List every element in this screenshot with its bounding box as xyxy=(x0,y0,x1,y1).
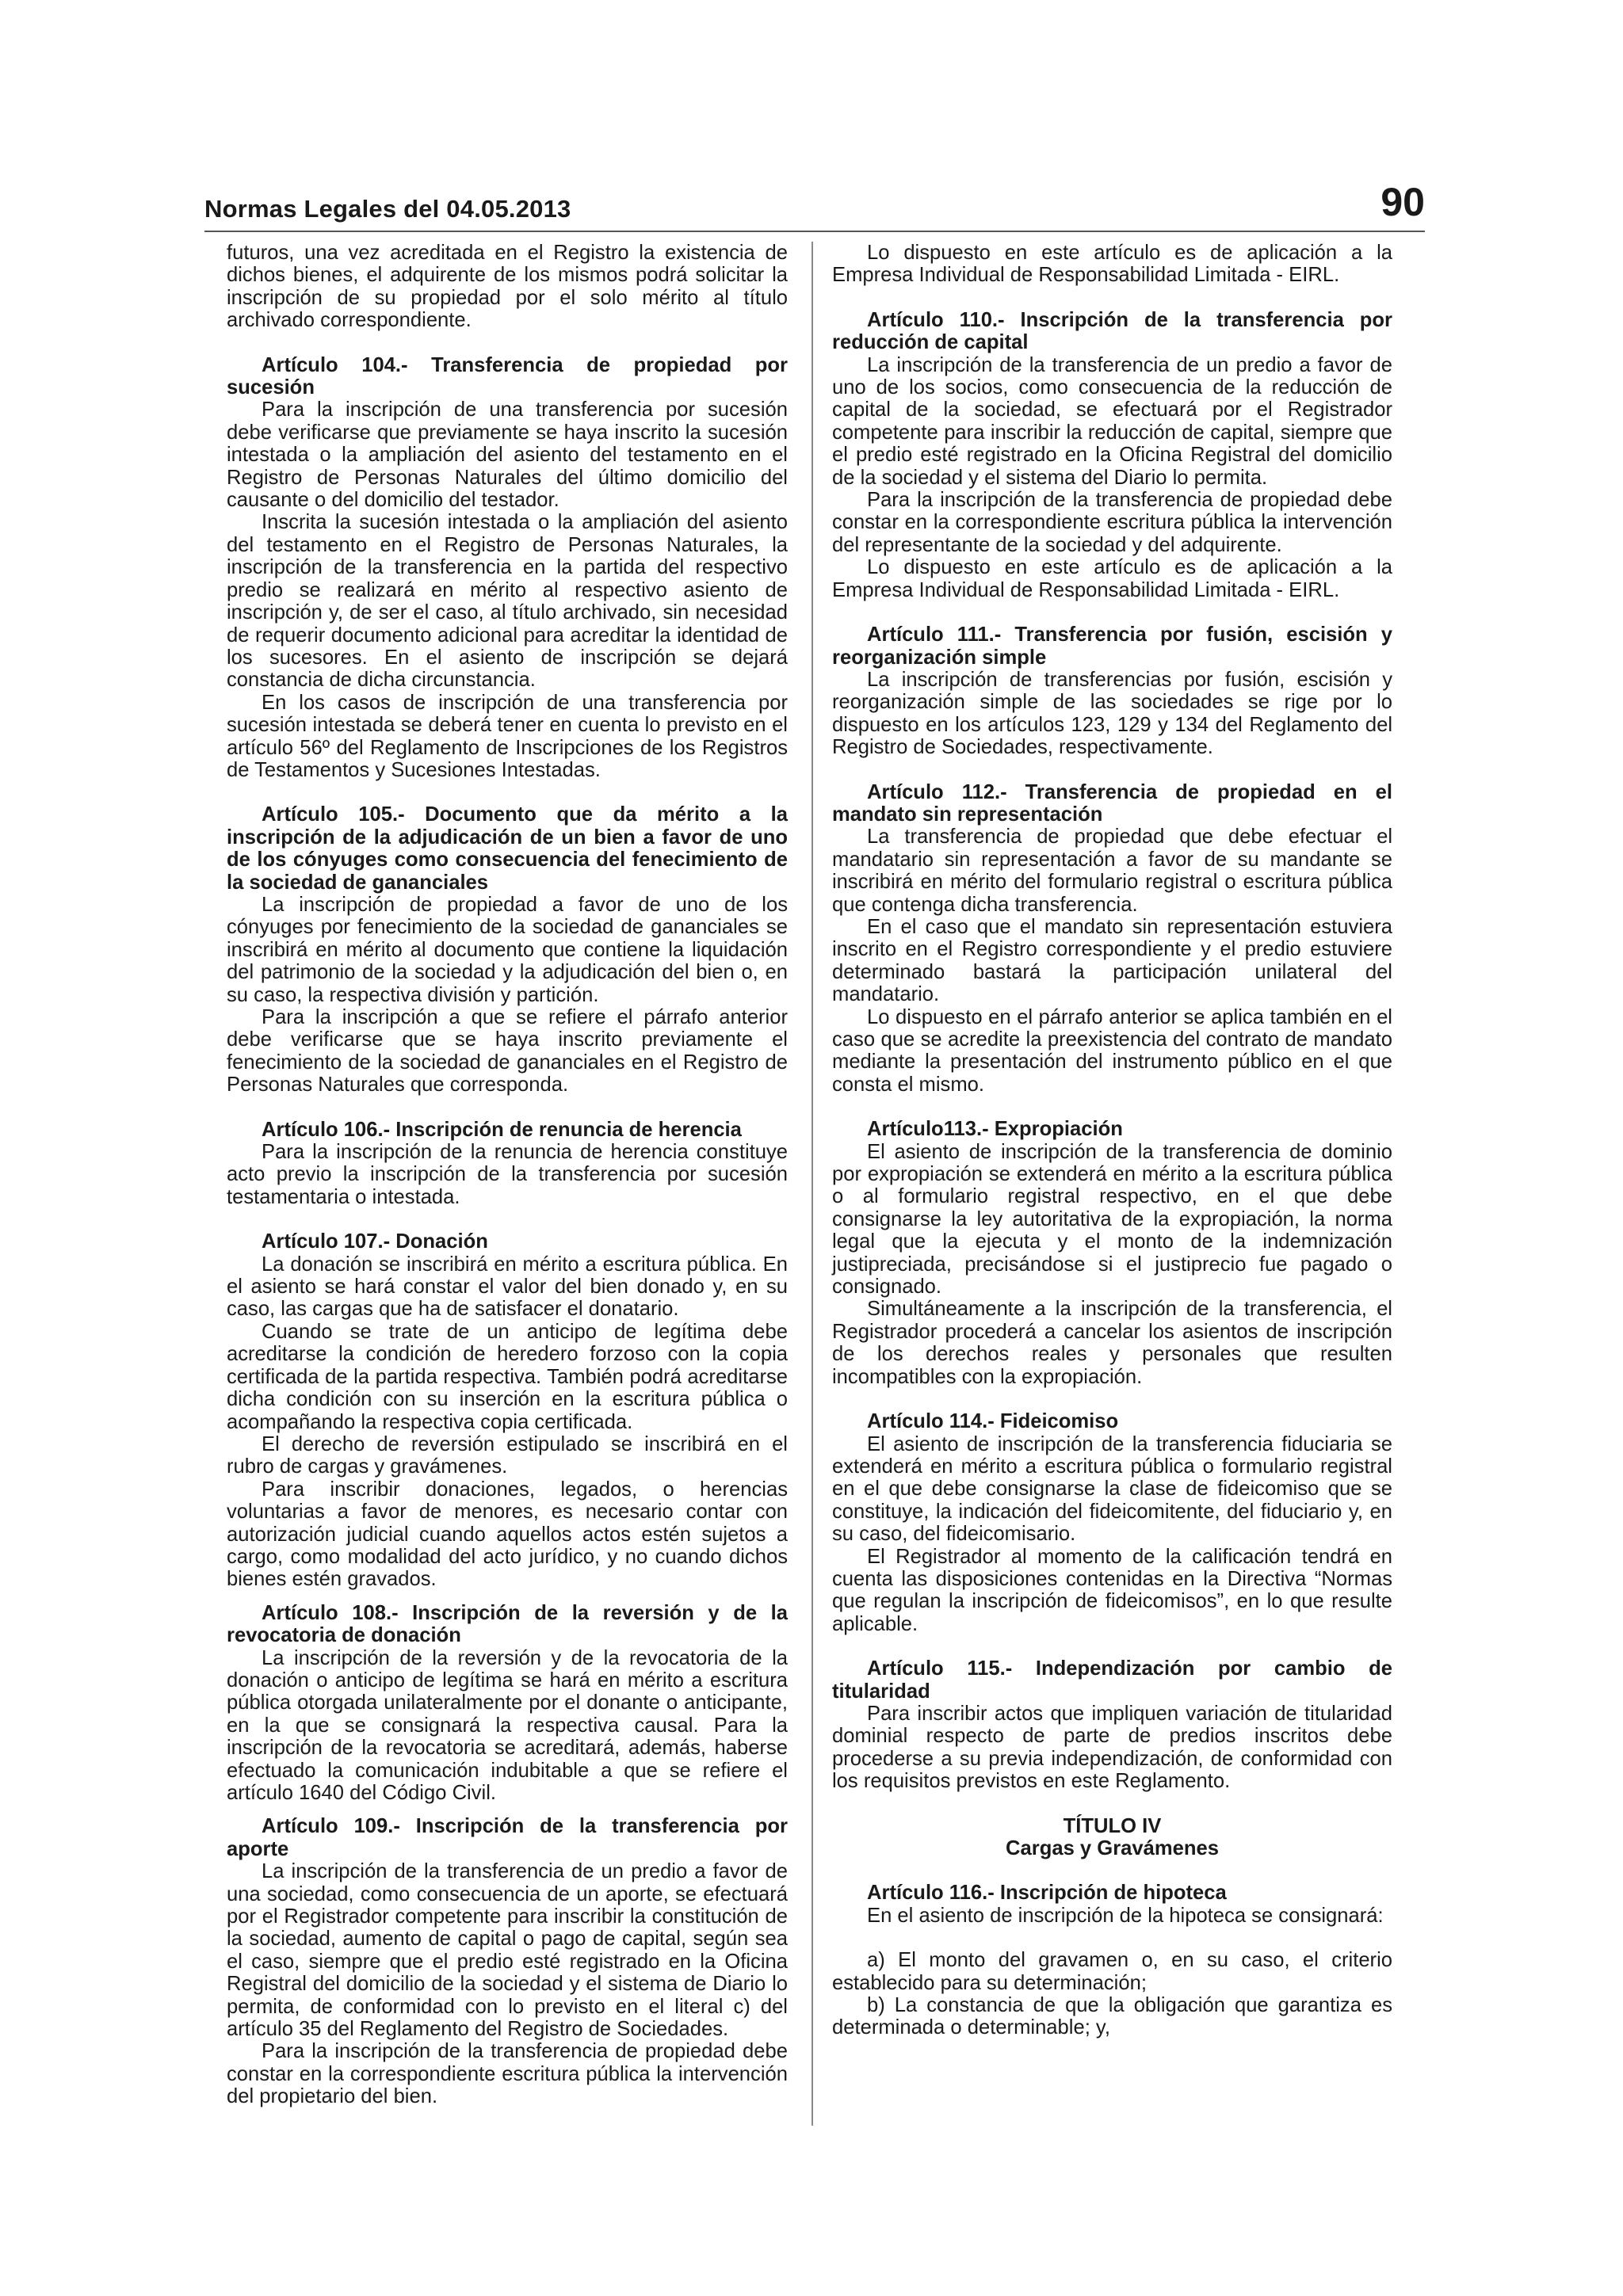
paragraph: En los casos de inscripción de una transferencia por sucesión intestada se deberá tener en cuenta lo previsto en el artículo 56º del Reglamento de Inscripciones de los Registros de Testamentos y Sucesiones Intestadas. xyxy=(227,691,788,781)
article-111-title: Artículo 111.- Transferencia por fusión, escisión y reorganización simple xyxy=(832,624,1392,669)
paragraph: Para la inscripción de la transferencia de propiedad debe constar en la correspondiente escritura pública la intervención del propietario del bien. xyxy=(227,2040,788,2108)
paragraph: Lo dispuesto en este artículo es de aplicación a la Empresa Individual de Responsabilidad Limitada - EIRL. xyxy=(832,242,1392,287)
paragraph: futuros, una vez acreditada en el Registro la existencia de dichos bienes, el adquirente de los mismos podrá solicitar la inscripción de su propiedad por el solo mérito al título archivado correspondiente. xyxy=(227,242,788,332)
article-108-title: Artículo 108.- Inscripción de la reversión y de la revocatoria de donación xyxy=(227,1601,788,1647)
paragraph: La inscripción de propiedad a favor de uno de los cónyuges por fenecimiento de la sociedad de gananciales se inscribirá en mérito al documento que contiene la liquidación del patrimonio de la sociedad y la adjudicación del bien o, en su caso, la respectiva división y partición. xyxy=(227,893,788,1006)
article-109-title: Artículo 109.- Inscripción de la transferencia por aporte xyxy=(227,1815,788,1860)
article-107-title: Artículo 107.- Donación xyxy=(262,1230,488,1253)
page-number: 90 xyxy=(1381,180,1425,224)
publication-title: Normas Legales del 04.05.2013 xyxy=(204,195,571,223)
article-116-title: Artículo 116.- Inscripción de hipoteca xyxy=(867,1882,1227,1905)
list-item: a) El monto del gravamen o, en su caso, el criterio establecido para su determinación; xyxy=(832,1949,1392,1994)
paragraph: Para la inscripción a que se refiere el párrafo anterior debe verificarse que se haya inscrito previamente el fenecimiento de la sociedad de gananciales en el Registro de Personas Naturales que corresponda. xyxy=(227,1006,788,1097)
paragraph: El Registrador al momento de la calificación tendrá en cuenta las disposiciones contenidas en la Directiva “Normas que regulan la inscripción de fideicomisos”, en lo que resulte aplicable. xyxy=(832,1545,1392,1635)
list-item: b) La constancia de que la obligación que garantiza es determinada o determinable; y, xyxy=(832,1994,1392,2039)
article-106-title: Artículo 106.- Inscripción de renuncia de herencia xyxy=(262,1118,742,1141)
article-115-title: Artículo 115.- Independización por cambio de titularidad xyxy=(832,1657,1392,1703)
left-column xyxy=(227,242,788,2108)
paragraph: Para la inscripción de una transferencia por sucesión debe verificarse que previamente se haya inscrito la sucesión intestada o la ampliación del asiento del testamento en el Registro de Personas Naturales del último domicilio del causante o del domicilio del testador. xyxy=(227,399,788,512)
paragraph: El asiento de inscripción de la transferencia fiduciaria se extenderá en mérito a escritura pública o formulario registral en el que debe consignarse la clase de fideicomiso que se constituye, la indicación del fideicomitente, del fiduciario y, en su caso, del fideicomisario. xyxy=(832,1432,1392,1546)
paragraph: La inscripción de la transferencia de un predio a favor de una sociedad, como consecuencia de un aporte, se efectuará por el Registrador competente para inscribir la constitución de la sociedad, aumento de capital o pago de capital, según sea el caso, siempre que el predio esté registrado en la Oficina Registral del domicilio de la sociedad y el sistema de Diario lo permita, de conformidad con lo previsto en el literal c) del artículo 35 del Reglamento del Registro de Sociedades. xyxy=(227,1860,788,2041)
paragraph: Inscrita la sucesión intestada o la ampliación del asiento del testamento en el Registro de Personas Naturales, la inscripción de la transferencia en la partida del respectivo predio se realizará en mérito al respectivo asiento de inscripción y, de ser el caso, al título archivado, sin necesidad de requerir documento adicional para acreditar la identidad de los sucesores. En el asiento de inscripción se dejará constancia de dicha circunstancia. xyxy=(227,511,788,692)
page-header xyxy=(204,179,1425,235)
paragraph: Lo dispuesto en el párrafo anterior se aplica también en el caso que se acredite la preexistencia del contrato de mandato mediante la presentación del instrumento público en el que consta el mismo. xyxy=(832,1005,1392,1096)
paragraph: La transferencia de propiedad que debe efectuar el mandatario sin representación a favor de su mandante se inscribirá en mérito del formulario registral o escritura pública que contenga dicha transferencia. xyxy=(832,826,1392,916)
paragraph: En el caso que el mandato sin representación estuviera inscrito en el Registro correspondiente y el predio estuviere determinado bastará la participación unilateral del mandatario. xyxy=(832,915,1392,1006)
paragraph: Para la inscripción de la renuncia de herencia constituye acto previo la inscripción de la transferencia por sucesión testamentaria o intestada. xyxy=(227,1141,788,1208)
article-104-title: Artículo 104.- Transferencia de propiedad por sucesión xyxy=(227,353,788,399)
article-113-title: Artículo113.- Expropiación xyxy=(867,1118,1123,1141)
paragraph: Para inscribir donaciones, legados, o herencias voluntarias a favor de menores, es necesario contar con autorización judicial cuando aquellos actos estén sujetos a cargo, como modalidad del acto jurídico, y no cuando dichos bienes estén gravados. xyxy=(227,1478,788,1591)
paragraph: En el asiento de inscripción de la hipoteca se consignará: xyxy=(867,1904,1384,1927)
paragraph: La inscripción de transferencias por fusión, escisión y reorganización simple de las sociedades se rige por lo dispuesto en los artículos 123, 129 y 134 del Reglamento del Registro de Sociedades, respectivamente. xyxy=(832,668,1392,759)
article-114-title: Artículo 114.- Fideicomiso xyxy=(867,1410,1119,1433)
right-column xyxy=(832,242,1392,2039)
paragraph: Para inscribir actos que impliquen variación de titularidad dominial respecto de parte de predios inscritos debe procederse a su previa independización, de conformidad con los requisitos previstos en este Reglamento. xyxy=(832,1702,1392,1793)
section-subtitle: Cargas y Gravámenes xyxy=(1006,1837,1219,1859)
article-105-title: Artículo 105.- Documento que da mérito a la inscripción de la adjudicación de un bien a favor de uno de los cónyuges como consecuencia del fenecimiento de la sociedad de gananciales xyxy=(227,803,788,894)
header-divider xyxy=(204,231,1425,232)
article-110-title: Artículo 110.- Inscripción de la transferencia por reducción de capital xyxy=(832,308,1392,354)
article-112-title: Artículo 112.- Transferencia de propiedad en el mandato sin representación xyxy=(832,780,1392,826)
paragraph: Lo dispuesto en este artículo es de aplicación a la Empresa Individual de Responsabilidad Limitada - EIRL. xyxy=(832,556,1392,601)
paragraph: La donación se inscribirá en mérito a escritura pública. En el asiento se hará constar el valor del bien donado y, en su caso, las cargas que ha de satisfacer el donatario. xyxy=(227,1253,788,1321)
paragraph: Simultáneamente a la inscripción de la transferencia, el Registrador procederá a cancelar los asientos de inscripción de los derechos reales y personales que resulten incompatibles con la expropiación. xyxy=(832,1298,1392,1388)
paragraph: La inscripción de la reversión y de la revocatoria de la donación o anticipo de legítima se hará en mérito a escritura pública otorgada unilateralmente por el donante o anticipante, en la que se consignará la respectiva causal. Para la inscripción de la revocatoria se acreditará, además, haberse efectuado la comunicación indubitable a que se refiere el artículo 1640 del Código Civil. xyxy=(227,1646,788,1804)
paragraph: Cuando se trate de un anticipo de legítima debe acreditarse la condición de heredero forzoso con la copia certificada de la partida respectiva. También podrá acreditarse dicha condición con su inserción en la escritura pública o acompañando la respectiva copia certificada. xyxy=(227,1320,788,1433)
paragraph: El asiento de inscripción de la transferencia de dominio por expropiación se extenderá en mérito a la escritura pública o al formulario registral respectivo, en el que debe consignarse la ley autoritativa de la expropiación, la norma legal que la ejecuta y el monto de la indemnización justipreciada, precisándose si el justiprecio fue pagado o consignado. xyxy=(832,1140,1392,1299)
column-divider xyxy=(812,242,813,2126)
paragraph: Para la inscripción de la transferencia de propiedad debe constar en la correspondiente escritura pública la intervención del representante de la sociedad y del adquirente. xyxy=(832,489,1392,556)
paragraph: La inscripción de la transferencia de un predio a favor de uno de los socios, como consecuencia de la reducción de capital de la sociedad, se efectuará por el Registrador competente para inscribir la reducción de capital, siempre que el predio esté registrado en la Oficina Registral del domicilio de la sociedad y el sistema del Diario lo permita. xyxy=(832,353,1392,489)
section-title: TÍTULO IV xyxy=(1063,1814,1162,1837)
paragraph: El derecho de reversión estipulado se inscribirá en el rubro de cargas y gravámenes. xyxy=(227,1432,788,1478)
